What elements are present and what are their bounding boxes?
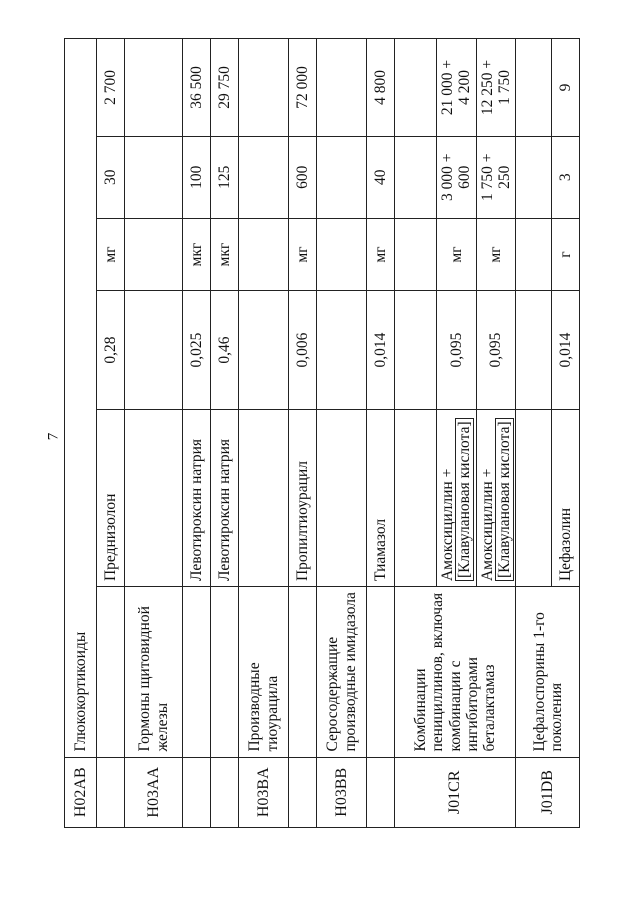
- drug-name: Тиамазол: [367, 409, 395, 586]
- drug-name-line1: Амоксициллин +: [478, 468, 496, 582]
- dose-line1: 3 000 +: [439, 153, 456, 202]
- unit: мкг: [183, 218, 211, 291]
- atc-code: [97, 757, 125, 827]
- coefficient: 0,095: [437, 291, 477, 409]
- drug-name: Преднизолон: [97, 409, 125, 586]
- ddd-line2: 4 200: [456, 70, 474, 105]
- drug-table: [64, 38, 580, 828]
- table-row-h03aa: [125, 39, 183, 828]
- drug-name: [476, 409, 516, 586]
- table-row-h02ab: [65, 39, 97, 828]
- dose-line2: 250: [496, 165, 514, 189]
- unit: мг: [289, 218, 317, 291]
- group-name: Производные тиоурацила: [239, 587, 289, 758]
- unit: мг: [437, 218, 477, 291]
- group-name: Глюкокортикоиды: [65, 39, 97, 758]
- unit: мг: [476, 218, 516, 291]
- coefficient: 0,095: [476, 291, 516, 409]
- dose: 125: [211, 136, 239, 218]
- table-row-propylthiouracil: [289, 39, 317, 828]
- drug-name: Левотироксин натрия: [183, 409, 211, 586]
- table-row-thiamazole: [367, 39, 395, 828]
- ddd: [437, 39, 477, 137]
- rotated-table-wrapper: [64, 38, 574, 828]
- drug-name-line1: Амоксициллин +: [439, 468, 456, 582]
- table-row-h03bb: [317, 39, 367, 828]
- table-row-h03ba: [239, 39, 289, 828]
- dose: 30: [97, 136, 125, 218]
- atc-code: H03AA: [125, 757, 183, 827]
- ddd: 36 500: [183, 39, 211, 137]
- coefficient: 0,46: [211, 291, 239, 409]
- coefficient: 0,014: [367, 291, 395, 409]
- drug-name: [437, 409, 477, 586]
- group-name: Комбинации пенициллинов, включая комбинации с ингибиторами беталактамаз: [395, 587, 516, 758]
- table-row-levothyroxine-1: [183, 39, 211, 828]
- dose-line2: 600: [456, 165, 474, 189]
- dose: 3: [552, 136, 580, 218]
- atc-code: J01DB: [516, 757, 580, 827]
- page-number: 7: [45, 432, 62, 441]
- dose: 100: [183, 136, 211, 218]
- group-name: [97, 587, 125, 758]
- dose: [476, 136, 516, 218]
- coefficient: 0,006: [289, 291, 317, 409]
- dose: 40: [367, 136, 395, 218]
- unit: г: [552, 218, 580, 291]
- coefficient: 0,28: [97, 291, 125, 409]
- table-row-prednisolone: [97, 39, 125, 828]
- ddd: [476, 39, 516, 137]
- ddd-line1: 12 250 +: [478, 59, 496, 116]
- atc-code: J01CR: [395, 757, 516, 827]
- drug-name: Цефазолин: [552, 409, 580, 586]
- unit: мг: [367, 218, 395, 291]
- unit: мг: [97, 218, 125, 291]
- ddd-line1: 21 000 +: [439, 59, 456, 116]
- ddd: 72 000: [289, 39, 317, 137]
- table-row-levothyroxine-2: [211, 39, 239, 828]
- drug-name: Пропилтиоурацил: [289, 409, 317, 586]
- ddd: 9: [552, 39, 580, 137]
- ddd: 29 750: [211, 39, 239, 137]
- dose: 600: [289, 136, 317, 218]
- ddd-line2: 1 750: [496, 70, 514, 105]
- table-row-j01db: [516, 39, 552, 828]
- unit: мкг: [211, 218, 239, 291]
- atc-code: H03BA: [239, 757, 289, 827]
- coefficient: 0,014: [552, 291, 580, 409]
- drug-name-line2: [Клавулановая кислота]: [455, 418, 474, 581]
- group-name: Серосодержащие производные имидазола: [317, 587, 367, 758]
- ddd: 4 800: [367, 39, 395, 137]
- drug-name: Левотироксин натрия: [211, 409, 239, 586]
- ddd: 2 700: [97, 39, 125, 137]
- dose: [437, 136, 477, 218]
- atc-code: H03BB: [317, 757, 367, 827]
- dose-line1: 1 750 +: [478, 153, 496, 202]
- atc-code: H02AB: [65, 757, 97, 827]
- coefficient: 0,025: [183, 291, 211, 409]
- table-row-j01cr: [395, 39, 437, 828]
- drug-name-line2: [Клавулановая кислота]: [495, 418, 514, 581]
- group-name: Цефалоспорины 1-го поколения: [516, 587, 580, 758]
- group-name: Гормоны щитовидной железы: [125, 587, 183, 758]
